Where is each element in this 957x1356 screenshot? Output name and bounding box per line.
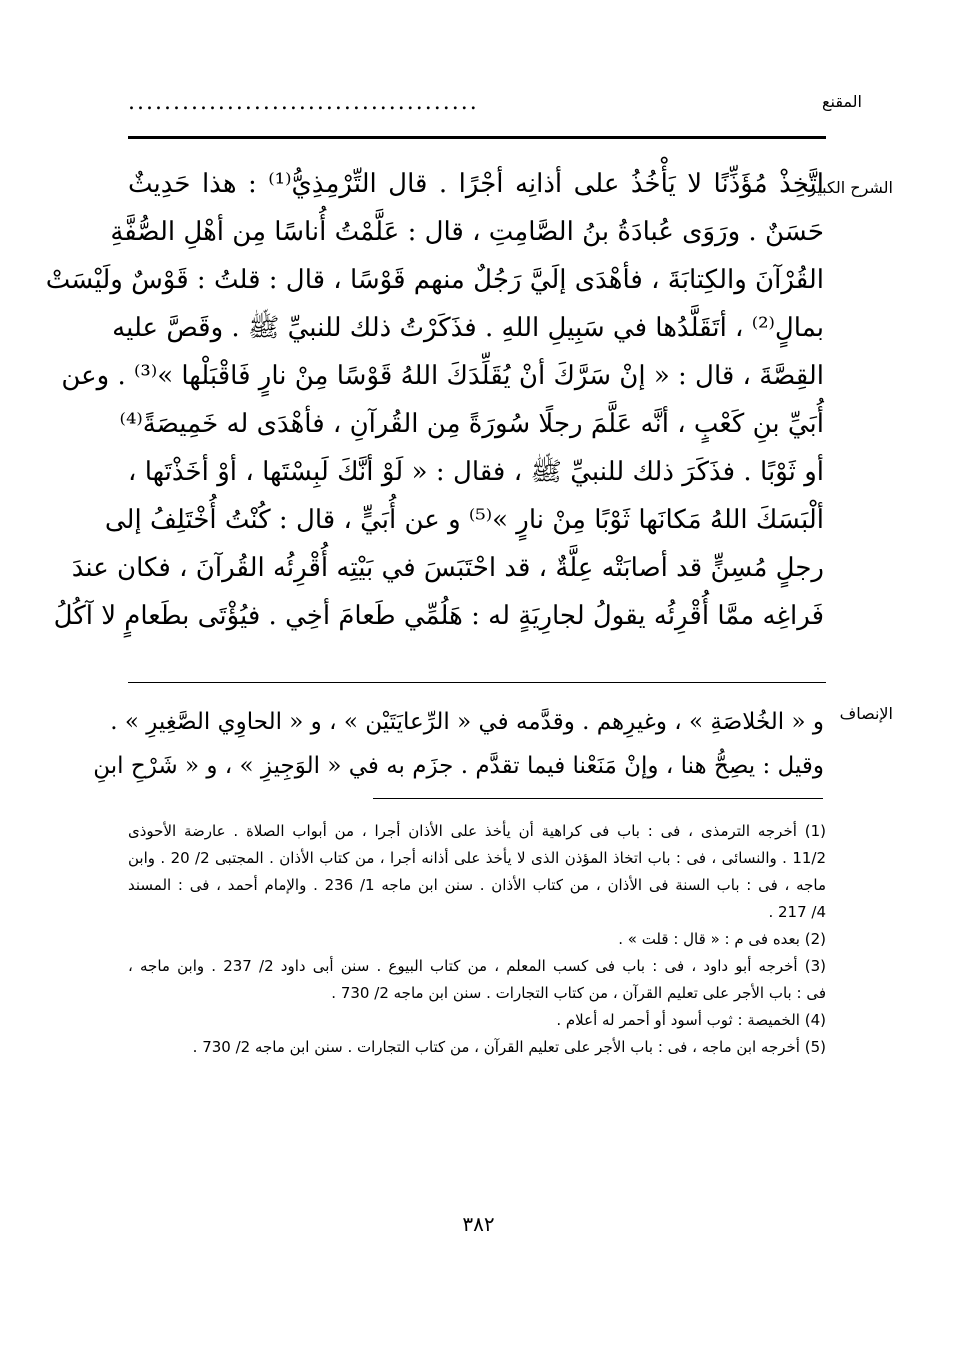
insaf-text-line: و « الخُلاصَةِ » ، وغيرِهم . وقدَّمه في « الرِّعايَتَيْن » ، و « الحاوِي الصَّغِيرِ » . [110, 709, 824, 735]
main-text-line: ألْبَسَكَ اللهُ مَكانَها ثَوْبًا مِنْ نارٍ »⁽⁵⁾ و عن أُبَيٍّ ، قال : كُنْتُ أُخْتَلِفُ إلى [104, 505, 824, 535]
insaf-text-block [93, 700, 824, 788]
section-divider [128, 682, 826, 683]
main-text-line: رجلٍ مُسِنٍّ قد أصابَتْه عِلَّةٌ ، قد احْتَبَسَ في بَيْتِه أُقْرِئُه القُرآنَ ، فكان عندَ [71, 553, 824, 583]
main-text-line: فَراغِه ممَّا أُقْرِئُه يقولُ لجارِيَةٍ له : هَلُمِّي طَعامَ أخِي . فيُؤْتَى بطَعامٍ لا آكُلُ [53, 601, 824, 631]
insaf-text-line: وقيل : يصِحُّ هنا ، وإنْ مَنَعْنا فيما تقدَّم . جزَم به في « الوَجِيزِ » ، و « شَرْحِ ابنِ [93, 753, 824, 779]
main-text-line: القِصَّةَ ، قال : « إنْ سَرَّكَ أنْ يُقَلِّدَكَ اللهُ قَوْسًا مِنْ نارٍ فَاقْبَلْها »⁽³⁾ . وعن [61, 361, 824, 391]
footnote-rule [373, 798, 823, 799]
footnote-line: ماجه ، فى : باب السنة فى الأذان ، من كتاب الأذان . سنن ابن ماجه 1/ 236 . والإمام أحمد ، فى : المسند [128, 876, 827, 894]
footnote-line: 11/2 . والنسائى ، فى : باب اتخاذ المؤذن الذى لا يأخذ على أذانه أجرا ، من كتاب الأذان . المجتبى 2/ 20 . وابن [128, 849, 826, 867]
footnote-line: (4) الخميصة : ثوب أسود أو أحمر له أعلام . [556, 1011, 826, 1029]
main-text-line: اتَّخِذْ مُؤَذِّنًا لا يَأْخُذُ على أذانِه أجْرًا . قال التِّرْمِذِيُّ⁽¹⁾ : هذا حَدِيثٌ [128, 169, 824, 199]
header-rule [128, 136, 826, 139]
footnote-line: (1) أخرجه الترمذى ، فى : باب فى كراهية أن يأخذ على الأذان أجرا ، من أبواب الصلاة . عارضة الأحوذى [128, 822, 826, 840]
main-text-line: حَسَنٌ . ورَوَى عُبادَةُ بنُ الصَّامِتِ ، قال : عَلَّمْتُ أُناسًا مِن أهْلِ الصُّفَّةِ [110, 217, 824, 247]
footnote-line: فى : باب الأجر على تعليم القرآن ، من كتاب التجارات . سنن ابن ماجه 2/ 730 . [331, 984, 826, 1002]
main-text-line: أُبَيِّ بنِ كَعْبٍ ، أنَّه عَلَّمَ رجلًا سُورَةً مِن القُرآنِ ، فأهْدَى له خَمِيصَةً⁽⁴⁾ [119, 409, 824, 439]
footnote-line: (2) بعده فى م : « قال : قلت » . [618, 930, 826, 948]
header-dotted-leader: ....................................... [128, 90, 479, 115]
page-number: ٣٨٢ [462, 1212, 495, 1236]
main-text-line: بمالٍ⁽²⁾ ، أتَقَلَّدُها في سَبِيلِ اللهِ . فذَكَرْتُ ذلك للنبيِّ ﷺ . وقَصَّ عليه [112, 313, 824, 343]
main-text-line: القُرْآنَ والكِتابَةَ ، فأهْدَى إلَيَّ رَجُلٌ منهم قَوْسًا ، قال : قلتُ : قَوْسٌ ولَيْسَتْ [45, 265, 824, 295]
running-header-title: المقنع [821, 92, 862, 111]
section-label-insaf: الإنصاف [839, 704, 893, 723]
section-label-sharh: الشرح الكبير [808, 178, 893, 197]
footnotes-block [128, 818, 826, 1061]
main-text-block [45, 160, 824, 640]
footnote-line: 4/ 217 . [768, 903, 826, 921]
footnote-line: (5) أخرجه ابن ماجه ، فى : باب الأجر على تعليم القرآن ، من كتاب التجارات . سنن ابن ماجه 2/ 730 . [192, 1038, 826, 1056]
main-text-line: أو ثَوْبًا . فذَكَرَ ذلك للنبيِّ ﷺ ، فقال : « لَوْ أنَّكَ لَبِسْتَها ، أوْ أخَذْتَها ، [128, 457, 824, 487]
footnote-line: (3) أخرجه أبو داود ، فى : باب فى كسب المعلم ، من كتاب البيوع . سنن أبى داود 2/ 237 . وابن ماجه ، [128, 957, 826, 975]
